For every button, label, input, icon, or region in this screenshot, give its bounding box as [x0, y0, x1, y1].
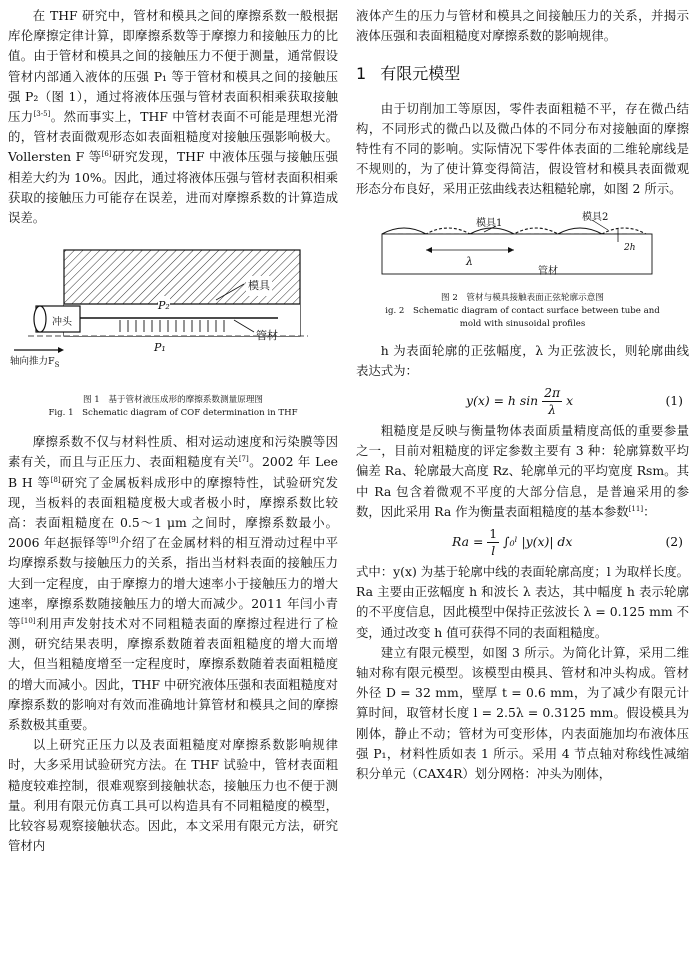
figure-2-caption-en-1: ig. 2 Schematic diagram of contact surface between tube and [385, 305, 660, 316]
left-column [8, 6, 338, 857]
paragraph-1: 在 THF 研究中，管材和模具之间的摩擦系数一般根据库伦摩擦定律计算，即摩擦系数等于摩擦力和接触压力的比值。由于管材和模具之间的接触压力不便于测量，通常假设管材内部通入液体的压强 P₁ 等于管材和模具之间的接触压强 P₂（图 1），通过将液体压强与管材表面积相乘获取接触压力[3-5]。然而事实上，THF 中管材表面不可能是理想光滑的，管材表面微观形态如表面粗糙度对接触压强影响极大。Vollersten F 等[6]研究发现，THF 中液体压强与接触压强相差大约为 10%。因此，通过将液体压强与管材表面积相乘获取的接触压力可能存在误差，进而对摩擦系数的计算造成误差。 [8, 8, 339, 226]
label-2h: 2h [624, 242, 636, 253]
label-tube-2: 管材 [538, 265, 558, 277]
figure-2 [356, 210, 689, 284]
paragraph-fe-4: 式中：y(x) 为基于轮廓中线的表面轮廓高度；l 为取样长度。Ra 主要由正弦幅度 h 和波长 λ 表达，其中幅度 h 表示轮廓的不平度信息，因此模型中保持正弦波长 λ = 0.125 mm 不变，通过改变 h 值可获得不同的表面粗糙度。 [356, 564, 689, 640]
eq2-label: (2) [665, 534, 683, 550]
eq1-left: y(x) = h sin [466, 393, 539, 409]
paragraph-fe-2: h 为表面轮廓的正弦幅度，λ 为正弦波长，则轮廓曲线表达式为： [356, 342, 689, 378]
label-die1: 模具1 [476, 217, 503, 229]
eq1-right: x [566, 393, 574, 409]
right-column [356, 6, 689, 784]
label-p1: P₁ [154, 341, 166, 355]
paragraph-fe-3: 粗糙度是反映与衡量物体表面质量精度高低的重要参量之一，目前对粗糙度的评定参数主要有 3 种：轮廓算数平均偏差 Ra、轮廓最大高度 Rz、轮廓单元的平均宽度 Rsm。其中 Ra 包含着微观不平度的大部分信息，是普遍采用的参数，因此采用 Ra 作为衡量表面粗糙度的基本参数[11]： [356, 423, 689, 519]
equation-1 [356, 381, 689, 421]
paragraph-fe-5: 建立有限元模型，如图 3 所示。为简化计算，采用二维轴对称有限元模型。该模型由模具、管材和冲头构成。管材外径 D = 32 mm，壁厚 t = 0.6 mm，为了减少有限元计算时间，取管材长度 l = 2.5λ = 0.3125 mm。假设模具为刚体，静止不动；管材为可变形体，内表面施加均布液体压强 P₁，材料性质如表 1 所示。采用 4 节点轴对称线性减缩积分单元（CAX4R）划分网格：冲头为刚体， [356, 644, 689, 782]
figure-1-caption-en: Fig. 1 Schematic diagram of COF determination in THF [48, 408, 298, 419]
paragraph-2: 摩擦系数不仅与材料性质、相对运动速度和污染膜等因素有关，而且与正压力、表面粗糙度有关[7]。2002 年 Lee B H 等[8]研究了金属板料成形中的摩擦特性，试验研究发现，当板料的表面粗糙度极大或者极小时，摩擦系数比较高：表面粗糙度在 0.5～1 μm 之间时，摩擦系数最小。2006 年赵振铎等[9]介绍了在金属材料的相互滑动过程中平均摩擦系数与接触压力的关系，指出当材料表面的接触压力大到一定程度，由于摩擦力的增大速率小于接触压力的增大速率，摩擦系数随接触压力的增大而减少。2011 年闫小青等[10]利用声发射技术对不同粗糙表面的摩擦过程进行了检测，研究结果表明，摩擦系数随着表面粗糙度的增大而增大，但当粗糙度增至一定程度时，摩擦系数随着表面粗糙度的增大而减小。因此，THF 中研究液体压强和表面粗糙度对摩擦系数的影响对有效而准确地计算管材和模具之间的摩擦系数极其重要。 [8, 434, 339, 733]
eq2-right: ∫₀ˡ |y(x)| dx [503, 534, 573, 550]
label-punch: 冲头 [52, 317, 72, 329]
eq2-left: Ra = [452, 534, 484, 550]
paragraph-3: 以上研究正压力以及表面粗糙度对摩擦系数影响规律时，大多采用试验研究方法。在 THF 试验中，管材表面粗糙度较难控制，很难观察到接触状态，接触压力也不便于测量。利用有限元仿真工具可以构造具有不同粗糙度的模型，比较容易观察接触状态。因此，本文采用有限元方法，研究管材内 [8, 737, 338, 854]
label-axial-force: 轴向推力$F_S$ [10, 356, 60, 370]
figure-2-caption-en-2: mold with sinusoidal profiles [459, 318, 586, 329]
label-p2: P₂ [158, 296, 170, 316]
figure-2-diagram [356, 210, 689, 284]
label-die: 模具 [246, 276, 272, 296]
label-die2: 模具2 [582, 211, 609, 223]
label-tube: 管材 [256, 329, 278, 343]
section-heading [356, 64, 689, 84]
equation-2 [356, 522, 689, 562]
figure-1-caption-zh: 图 1 基于管材液压成形的摩擦系数测量原理图 [82, 395, 264, 406]
eq2-numerator: 1 [489, 526, 498, 542]
eq1-denominator: λ [548, 402, 557, 418]
tube-block [382, 234, 652, 274]
eq2-denominator: l [491, 543, 496, 559]
paragraph-continued: 液体产生的压力与管材和模具之间接触压力的关系，并揭示液体压强和表面粗糙度对摩擦系数的影响规律。 [356, 8, 689, 44]
figure-1 [8, 240, 338, 390]
section-number: 1 [356, 64, 367, 84]
section-title: 有限元模型 [380, 64, 461, 84]
eq1-label: (1) [665, 393, 683, 409]
eq1-numerator: 2π [544, 385, 561, 401]
label-lambda: λ [466, 254, 473, 268]
paragraph-fe-1: 由于切削加工等原因，零件表面粗糙不平，存在微凸结构，不同形式的微凸以及微凸体的不同分布对接触面的摩擦特性有不同的影响。实际情况下零件体表面的二维轮廓线是不规则的，为了使计算变得简洁，假设管材和模具表面微观形态分布良好，采用正弦曲线表达粗糙轮廓，如图 2 所示。 [356, 100, 689, 197]
figure-2-caption-zh: 图 2 管材与模具接触表面正弦轮廓示意图 [441, 292, 604, 303]
